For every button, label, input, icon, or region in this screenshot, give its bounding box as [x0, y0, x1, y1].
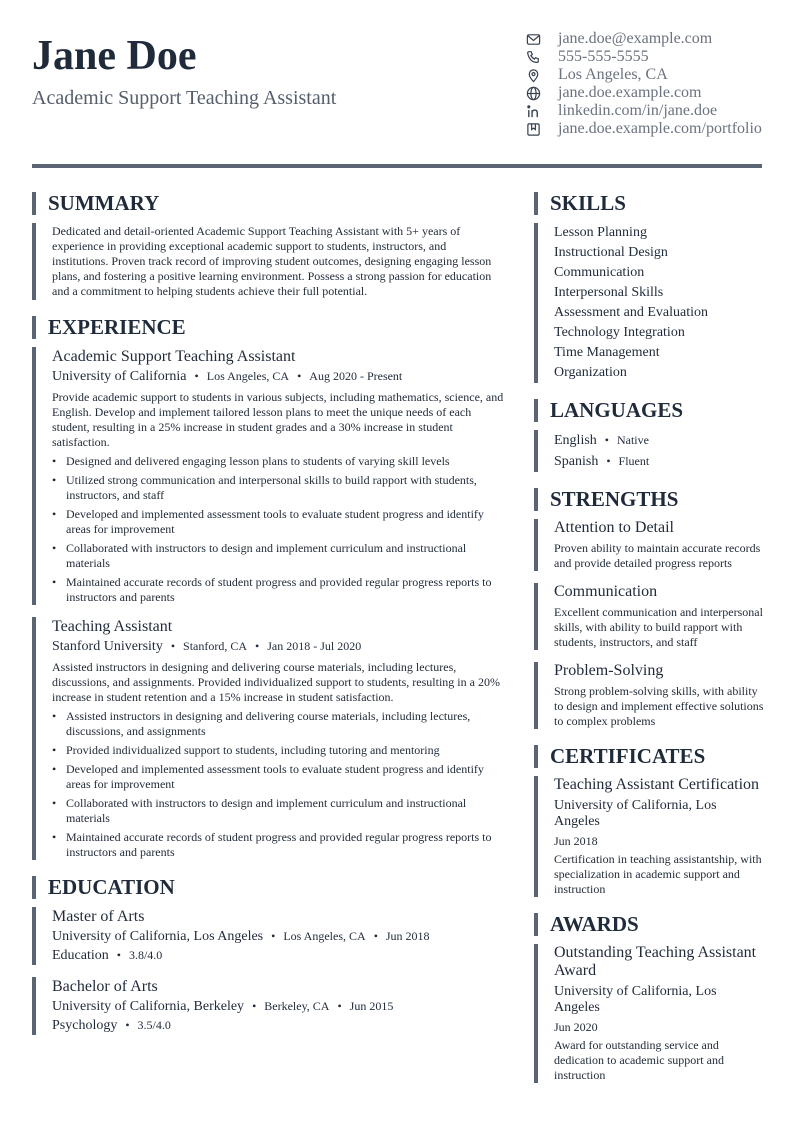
job-org: Stanford University — [52, 639, 163, 654]
separator: • — [373, 929, 378, 943]
list-item: • Provided individualized support to students, including tutoring and mentoring — [52, 743, 504, 758]
award-desc: Award for outstanding service and dedication to academic support and instruction — [554, 1038, 724, 1082]
experience-entry — [32, 617, 504, 860]
contact-portfolio[interactable] — [524, 120, 774, 138]
skill-item: Instructional Design — [554, 245, 668, 260]
summary-body — [32, 223, 504, 300]
certificates-heading: CERTIFICATES — [534, 745, 764, 768]
school-location: Berkeley, CA — [264, 999, 330, 1013]
gpa: 3.5/4.0 — [137, 1018, 171, 1032]
contact-location-text: Los Angeles, CA — [558, 66, 668, 83]
languages-list — [534, 430, 764, 472]
summary-text: Dedicated and detail-oriented Academic Support Teaching Assistant with 5+ years of experience in providing exceptional academic support to students, instructors, and institutions. Proven track record of improving student outcomes, designing engaging lesson plans, and fostering a positive learning environment. Possess a strong passion for education and a commitment to helping students achieve their full potential. — [52, 224, 492, 298]
education-field — [52, 1016, 504, 1035]
job-bullets — [52, 454, 504, 605]
skill-item: Time Management — [554, 345, 660, 360]
mail-icon — [524, 30, 542, 48]
separator: • — [271, 929, 276, 943]
candidate-title: Academic Support Teaching Assistant — [32, 87, 337, 109]
education-section — [32, 876, 504, 1035]
summary-heading: SUMMARY — [32, 192, 504, 215]
school-name: University of California, Los Angeles — [52, 929, 264, 944]
contact-website[interactable] — [524, 84, 774, 102]
resume-header — [32, 30, 762, 168]
location-icon — [524, 66, 542, 84]
contact-phone[interactable] — [524, 48, 774, 66]
candidate-name: Jane Doe — [32, 33, 197, 79]
right-column — [534, 192, 764, 1099]
degree-title: Bachelor of Arts — [52, 978, 158, 995]
list-item: • Assisted instructors in designing and delivering course materials, including lectures, discussions, and assignments — [52, 709, 504, 739]
strength-title: Attention to Detail — [554, 519, 674, 536]
contact-email[interactable] — [524, 30, 774, 48]
separator: • — [194, 369, 199, 383]
education-heading: EDUCATION — [32, 876, 504, 899]
award-date: Jun 2020 — [554, 1020, 598, 1034]
separator: • — [337, 999, 342, 1013]
separator: • — [604, 433, 609, 447]
list-item: • Maintained accurate records of student progress and provided regular progress reports to instructors and parents — [52, 575, 504, 605]
phone-icon — [524, 48, 542, 66]
portfolio-icon — [524, 120, 542, 138]
award-item — [534, 944, 764, 1083]
separator: • — [297, 369, 302, 383]
contact-linkedin-text: linkedin.com/in/jane.doe — [558, 102, 718, 119]
skills-heading: SKILLS — [534, 192, 764, 215]
languages-heading: LANGUAGES — [534, 399, 764, 422]
separator: • — [125, 1018, 130, 1032]
job-location: Stanford, CA — [183, 639, 248, 653]
contact-portfolio-text: jane.doe.example.com/portfolio — [558, 120, 762, 137]
language-name: Spanish — [554, 454, 599, 469]
awards-section — [534, 913, 764, 1083]
list-item: • Maintained accurate records of student progress and provided regular progress reports to instructors and parents — [52, 830, 504, 860]
certificate-org: University of California, Los Angeles — [554, 798, 717, 829]
languages-section — [534, 399, 764, 472]
left-column — [32, 192, 504, 1051]
list-item: • Developed and implemented assessment tools to evaluate student progress and identify areas for improvement — [52, 762, 504, 792]
experience-section — [32, 316, 504, 860]
job-description: Provide academic support to students in various subjects, including mathematics, science, and English. Develop and implement tailored lesson plans to meet the unique needs of each student, resulting in a 25% increase in student grades and a 30% increase in student satisfaction. — [52, 390, 504, 449]
certificate-date: Jun 2018 — [554, 834, 598, 848]
separator: • — [255, 639, 260, 653]
separator: • — [252, 999, 257, 1013]
summary-section — [32, 192, 504, 300]
contact-linkedin[interactable] — [524, 102, 774, 120]
language-level: Fluent — [618, 454, 650, 468]
language-level: Native — [616, 433, 649, 447]
skill-item: Lesson Planning — [554, 225, 647, 240]
separator: • — [606, 454, 611, 468]
contact-website-text: jane.doe.example.com — [558, 84, 702, 101]
experience-entry — [32, 347, 504, 605]
separator: • — [170, 639, 176, 653]
award-title: Outstanding Teaching Assistant Award — [554, 944, 757, 979]
skill-item: Technology Integration — [554, 325, 685, 340]
strengths-heading: STRENGTHS — [534, 488, 764, 511]
school-location: Los Angeles, CA — [283, 929, 366, 943]
globe-icon — [524, 84, 542, 102]
certificate-title: Teaching Assistant Certification — [554, 776, 760, 793]
strength-title: Communication — [554, 583, 658, 600]
contact-email-text: jane.doe@example.com — [558, 30, 713, 47]
job-location: Los Angeles, CA — [206, 369, 290, 383]
language-item — [554, 430, 764, 451]
education-meta — [52, 927, 504, 946]
skill-item: Assessment and Evaluation — [554, 305, 708, 320]
certificates-section — [534, 745, 764, 897]
strength-desc: Excellent communication and interpersonal skills, with ability to build rapport with students, instructors, and staff — [554, 605, 763, 649]
graduation-date: Jun 2018 — [385, 929, 430, 943]
strength-item — [534, 519, 764, 571]
field-of-study: Education — [52, 948, 109, 963]
job-dates: Jan 2018 - Jul 2020 — [267, 639, 362, 653]
list-item: • Collaborated with instructors to design and implement curriculum and instructional materials — [52, 541, 504, 571]
list-item: • Designed and delivered engaging lesson plans to students of varying skill levels — [52, 454, 504, 469]
job-description: Assisted instructors in designing and delivering course materials, including lectures, discussions, and assignments. Provided individualized support to students, resulting in a 20% increase in student retention and a 15% increase in student satisfaction. — [52, 660, 500, 704]
strength-item — [534, 662, 764, 729]
education-field — [52, 946, 504, 965]
language-name: English — [554, 433, 597, 448]
language-item — [554, 451, 764, 472]
job-org: University of California — [52, 369, 187, 384]
skill-item: Organization — [554, 365, 627, 380]
job-meta — [52, 637, 504, 656]
job-bullets — [52, 709, 504, 860]
strength-title: Problem-Solving — [554, 662, 664, 679]
graduation-date: Jun 2015 — [349, 999, 394, 1013]
award-org: University of California, Los Angeles — [554, 984, 717, 1015]
field-of-study: Psychology — [52, 1018, 118, 1033]
skills-list — [534, 223, 764, 383]
list-item: • Utilized strong communication and interpersonal skills to build rapport with students, instructors, and staff — [52, 473, 504, 503]
contact-list — [524, 30, 774, 138]
education-entry — [32, 907, 504, 965]
contact-phone-text: 555-555-5555 — [558, 48, 649, 65]
linkedin-icon — [524, 102, 542, 120]
list-item: • Developed and implemented assessment tools to evaluate student progress and identify areas for improvement — [52, 507, 504, 537]
list-item: • Collaborated with instructors to design and implement curriculum and instructional materials — [52, 796, 504, 826]
separator: • — [116, 948, 121, 962]
certificate-item — [534, 776, 764, 897]
awards-heading: AWARDS — [534, 913, 764, 936]
certificate-desc: Certification in teaching assistantship, with specialization in academic support and instruction — [554, 852, 762, 896]
education-entry — [32, 977, 504, 1035]
strength-item — [534, 583, 764, 650]
job-title: Academic Support Teaching Assistant — [52, 348, 296, 365]
job-dates: Aug 2020 - Present — [309, 369, 403, 383]
gpa: 3.8/4.0 — [128, 948, 163, 962]
job-title: Teaching Assistant — [52, 618, 173, 635]
skill-item: Communication — [554, 265, 645, 280]
skills-section — [534, 192, 764, 383]
skill-item: Interpersonal Skills — [554, 285, 664, 300]
strengths-section — [534, 488, 764, 729]
strength-desc: Strong problem-solving skills, with ability to design and implement effective solutions to complex problems — [554, 684, 764, 728]
education-meta — [52, 997, 504, 1016]
degree-title: Master of Arts — [52, 908, 145, 925]
school-name: University of California, Berkeley — [52, 999, 245, 1014]
contact-location — [524, 66, 774, 84]
experience-heading: EXPERIENCE — [32, 316, 504, 339]
strength-desc: Proven ability to maintain accurate records and provide detailed progress reports — [554, 541, 761, 570]
job-meta — [52, 367, 504, 386]
